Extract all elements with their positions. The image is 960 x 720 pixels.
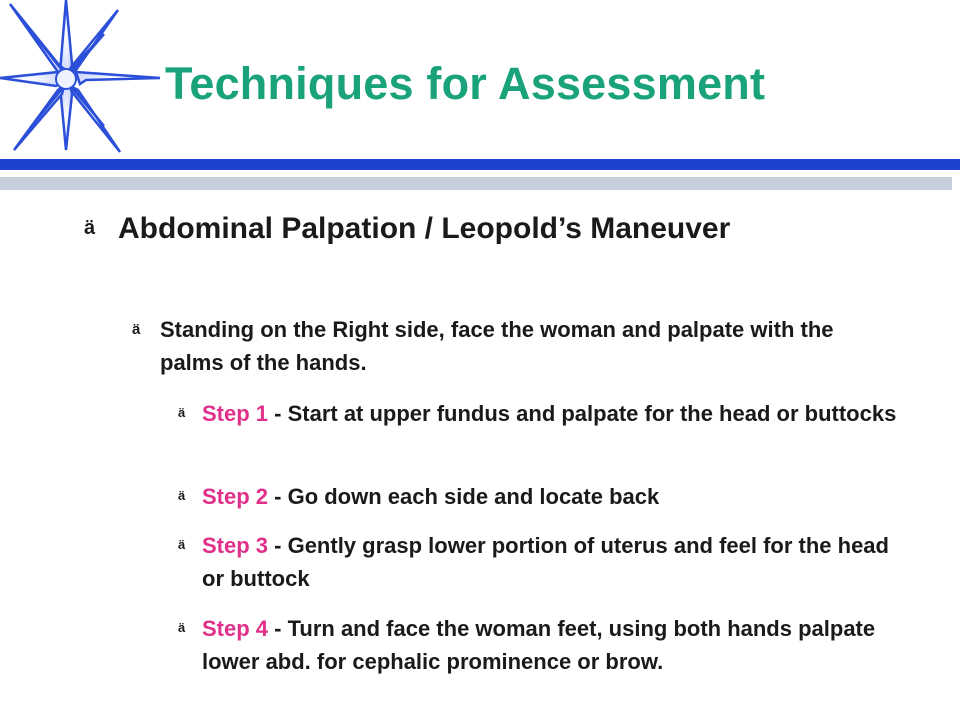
sub-point: Standing on the Right side, face the woman and palpate with the palms of the hands.: [160, 317, 834, 375]
step-label: Step 2: [202, 484, 269, 509]
step-item: [202, 397, 902, 430]
step-item: [202, 612, 902, 678]
star-burst-icon: [0, 0, 170, 170]
main-point: Abdominal Palpation / Leopold’s Maneuver: [118, 212, 731, 245]
step-text: - Turn and face the woman feet, using both hands palpate lower abd. for cephalic prominence or brow.: [202, 616, 876, 674]
bullet-icon: ä: [178, 537, 186, 552]
bullet-icon: ä: [132, 321, 141, 338]
step-label: Step 3: [202, 533, 269, 558]
step-text: - Gently grasp lower portion of uterus and feel for the head or buttock: [202, 533, 889, 591]
step-text: - Start at upper fundus and palpate for the head or buttocks: [268, 401, 897, 426]
step-label: Step 1: [202, 401, 269, 426]
bullet-icon: ä: [178, 620, 186, 635]
bullet-icon: ä: [178, 488, 186, 503]
slide-title: Techniques for Assessment: [165, 58, 766, 109]
title-shadow-bar: [0, 177, 952, 190]
title-underline-bar: [0, 159, 960, 170]
step-label: Step 4: [202, 616, 269, 641]
bullet-icon: ä: [84, 217, 96, 239]
step-item: [202, 480, 902, 513]
bullet-icon: ä: [178, 405, 186, 420]
step-item: [202, 529, 902, 595]
step-text: - Go down each side and locate back: [268, 484, 660, 509]
